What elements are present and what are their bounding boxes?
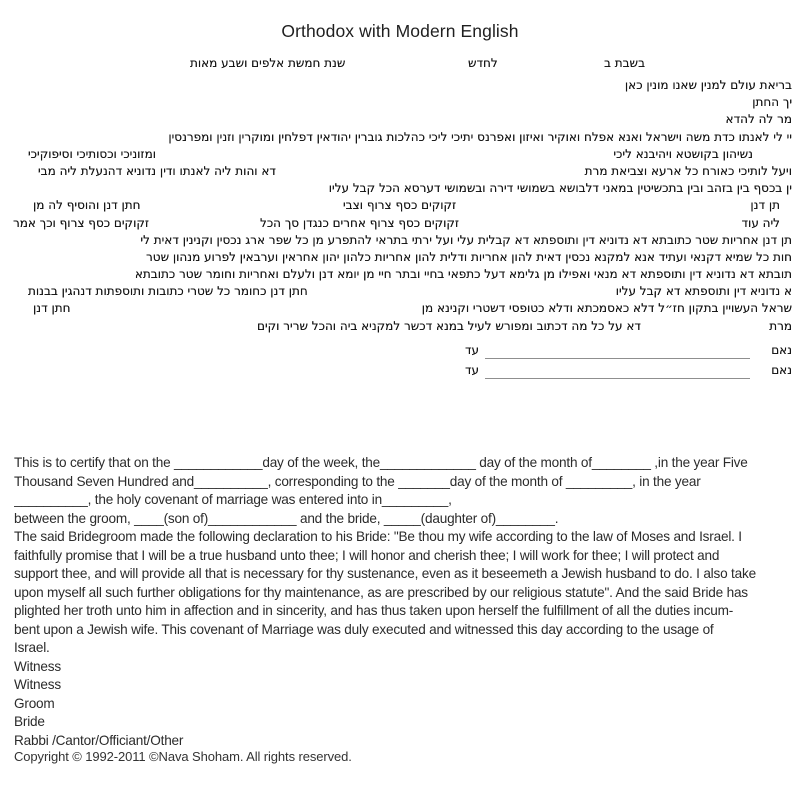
hebrew-line <box>13 147 792 164</box>
hebrew-line <box>13 319 792 343</box>
hebrew-text-segment: נשיהון בקושטא ויהיבנא ליכי <box>613 146 753 161</box>
hebrew-line <box>13 78 792 95</box>
hebrew-text-segment: ין בכסף בין בזהב ובין בתכשיטין במאני דלבושא בשמושי דירה ובשמושי דערסא הכל קבל עליו <box>328 181 792 196</box>
hebrew-text-segment: זקוקים כסף צרוף וכך אמר <box>13 215 150 230</box>
hebrew-line <box>13 267 792 284</box>
hebrew-line <box>13 233 792 250</box>
certify-text-line: This is to certify that on the ____________day of the week, the_____________ day of the month of________ ,in the year Five <box>14 455 748 470</box>
hebrew-text-segment: חות כל שמיא דקנאי ועתיד אנא למקנא נכסין דאית להון אחריות ודלית להון אחריות כלהון יהון אחראין וערבאין לפרוע מנהון שטר <box>146 249 792 264</box>
declaration-text-line: faithfully promise that I will be a true husband unto thee; I will honor and cherish thee; I will work for thee; I will protect and <box>14 547 720 563</box>
signature-role-label: Rabbi /Cantor/Officiant/Other <box>14 732 184 748</box>
hebrew-section <box>13 56 792 383</box>
hebrew-text-segment: ומזוניכי וכסותיכי וסיפוקיכי <box>28 146 156 161</box>
page-title: Orthodox with Modern English <box>281 21 519 41</box>
hebrew-text-segment: דא והות ליה לאנתו ודין נדוניא דהנעלת ליה מבי <box>38 163 276 178</box>
hebrew-text-segment: נאם <box>771 342 792 357</box>
hebrew-text-segment: עד <box>465 362 480 377</box>
hebrew-witness-signature-line <box>13 343 792 363</box>
signature-role-label: Witness <box>14 658 61 674</box>
hebrew-text-segment: חתן דנן כחומר כל שטרי כתובות ותוספתות דנהגין בבנות <box>28 284 308 299</box>
signature-role-label: Witness <box>14 677 61 692</box>
declaration-text-line: Israel. <box>14 640 50 655</box>
hebrew-line <box>13 130 792 147</box>
hebrew-text-segment: תן דנן אחריות שטר כתובתא דא נדוניא דין ותוספתא דא קבלית עלי ועל ירתי בתראי להתפרע מן כל שפר ארג נכסין וקנינין דאית לי <box>140 232 792 247</box>
hebrew-text-segment: עד <box>465 342 480 357</box>
hebrew-text-segment: תן דנן <box>750 198 780 213</box>
hebrew-text-segment: ויעל לותיכי כאורח כל ארעא וצביאת מרת <box>584 163 792 178</box>
hebrew-text-segment: לחדש <box>468 56 498 70</box>
hebrew-text-segment: זקוקים כסף צרוף וצבי <box>343 198 457 213</box>
hebrew-text-segment: יך החתן <box>752 95 792 110</box>
hebrew-text-segment: חתן דנן <box>33 301 71 316</box>
hebrew-text-segment: תובתא דא נדוניא דין ותוספתא דא מנאי ואפילו מן גלימא דעל כתפאי בחיי ובתר חיי מן יומא דנן ולעלם ואחריות וחומר שטר כתובתא <box>134 267 792 282</box>
hebrew-text-segment: חתן דנן והוסיף לה מן <box>33 198 141 213</box>
declaration-text-line: bent upon a Jewish wife. This covenant of Marriage was duly executed and witnessed this day according to the usage of <box>14 621 714 637</box>
hebrew-line <box>13 284 792 301</box>
hebrew-date-line <box>13 56 792 78</box>
hebrew-line <box>13 301 792 318</box>
signature-role-label: Bride <box>14 714 45 729</box>
hebrew-text-segment: זקוקים כסף צרוף אחרים כנגדן סך הכל <box>260 215 460 230</box>
english-section <box>14 455 790 751</box>
certify-text-line: Thousand Seven Hundred and__________, corresponding to the _______day of the month of _________, in the year <box>14 473 701 489</box>
hebrew-line <box>13 95 792 112</box>
hebrew-text-segment: בשבת ב <box>603 56 645 70</box>
declaration-text-line: plighted her troth unto him in affection and in sincerity, and has thus taken upon herself the fulfillment of all the duties incum- <box>14 603 734 618</box>
signature-role-label: Groom <box>14 695 55 711</box>
hebrew-text-segment: ליה עוד <box>741 215 780 230</box>
hebrew-line <box>13 216 792 233</box>
certify-text-line: between the groom, ____(son of)____________ and the bride, _____(daughter of)________. <box>14 510 559 526</box>
hebrew-text-segment: מר לה להדא <box>725 112 792 127</box>
hebrew-text-segment: דא על כל מה דכתוב ומפורש לעיל במנא דכשר למקניא ביה והכל שריר וקים <box>257 318 641 333</box>
hebrew-line <box>13 112 792 129</box>
hebrew-text-segment: מרת <box>769 318 792 333</box>
declaration-text-line: The said Bridegroom made the following declaration to his Bride: "Be thou my wife according to the law of Moses and Israel. I <box>14 529 742 544</box>
copyright-line: Copyright © 1992-2011 ©Nava Shoham. All rights reserved. <box>14 749 352 764</box>
hebrew-line <box>13 164 792 181</box>
hebrew-witness-signature-line <box>13 363 792 383</box>
hebrew-text-segment: בריאת עולם למנין שאנו מונין כאן <box>624 78 792 92</box>
signature-rule <box>485 378 750 379</box>
hebrew-text-segment: שראל העשויין בתקון חז״ל דלא כאסמכתא ודלא כטופסי דשטרי וקנינא מן <box>421 301 792 316</box>
hebrew-text-segment: יי לי לאנתו כדת משה וישראל ואנא אפלח ואוקיר ואיזון ואפרנס יתיכי ליכי כהלכות גוברין יהודאין דפלחין ומוקרין וזנין ומפרנסין <box>168 129 792 144</box>
hebrew-line <box>13 181 792 198</box>
declaration-text-line: upon myself all such further obligations for thy maintenance, as are prescribed by our religious statute". And the said Bride has <box>14 584 748 600</box>
certify-text-line: __________, the holy covenant of marriage was entered into in_________, <box>14 492 452 507</box>
hebrew-line <box>13 250 792 267</box>
signature-rule <box>485 358 750 359</box>
hebrew-text-segment: שנת חמשת אלפים ושבע מאות <box>190 56 346 70</box>
hebrew-text-segment: א נדוניא דין ותוספתא דא קבל עליו <box>615 284 792 299</box>
declaration-text-line: support thee, and will provide all that is necessary for thy sustenance, even as it beseemeth a Jewish husband to do. I also take <box>14 566 756 581</box>
hebrew-line <box>13 198 792 215</box>
hebrew-text-segment: נאם <box>771 362 792 377</box>
